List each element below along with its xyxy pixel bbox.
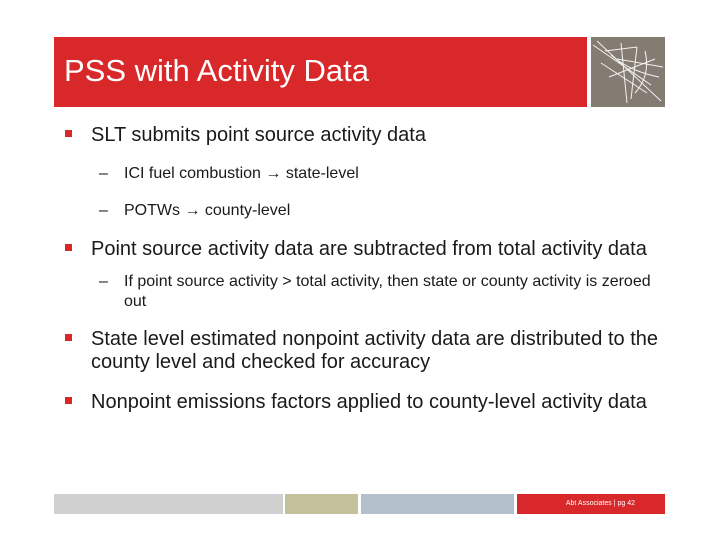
bullet-item <box>62 328 672 374</box>
sub-bullet-text: If point source activity > total activity, then state or county activity is zeroed out <box>124 273 651 310</box>
dash-icon: – <box>99 165 108 182</box>
bullet-text: State level estimated nonpoint activity data are distributed to the county level and checked for accuracy <box>91 328 659 373</box>
slide-title: PSS with Activity Data <box>64 53 369 88</box>
bullet-item <box>62 124 672 147</box>
bullet-text: Nonpoint emissions factors applied to county-level activity data <box>91 391 647 413</box>
bullet-text: SLT submits point source activity data <box>91 124 426 146</box>
bullet-text: Point source activity data are subtracted from total activity data <box>91 238 647 260</box>
sub-bullet-item <box>62 201 672 221</box>
dash-icon: – <box>99 273 108 290</box>
sub-bullet-item <box>62 272 672 312</box>
square-bullet-icon <box>65 244 72 251</box>
square-bullet-icon <box>65 334 72 341</box>
sub-bullet-text: POTWs → county-level <box>124 202 291 219</box>
sub-bullet-item <box>62 164 672 184</box>
sub-bullet-text: ICI fuel combustion → state-level <box>124 165 359 182</box>
footer-bar-gray <box>54 494 283 514</box>
title-bar <box>54 37 587 107</box>
square-bullet-icon <box>65 397 72 404</box>
bullet-item <box>62 238 672 261</box>
footer-bar-red <box>517 494 665 514</box>
abt-logo-icon <box>591 37 665 107</box>
square-bullet-icon <box>65 130 72 137</box>
slide-content <box>62 124 672 414</box>
footer-bar-olive <box>285 494 358 514</box>
bullet-item <box>62 391 672 414</box>
dash-icon: – <box>99 202 108 219</box>
footer-page-label: Abt Associates | pg 42 <box>565 500 635 507</box>
footer-bar-blue <box>361 494 514 514</box>
